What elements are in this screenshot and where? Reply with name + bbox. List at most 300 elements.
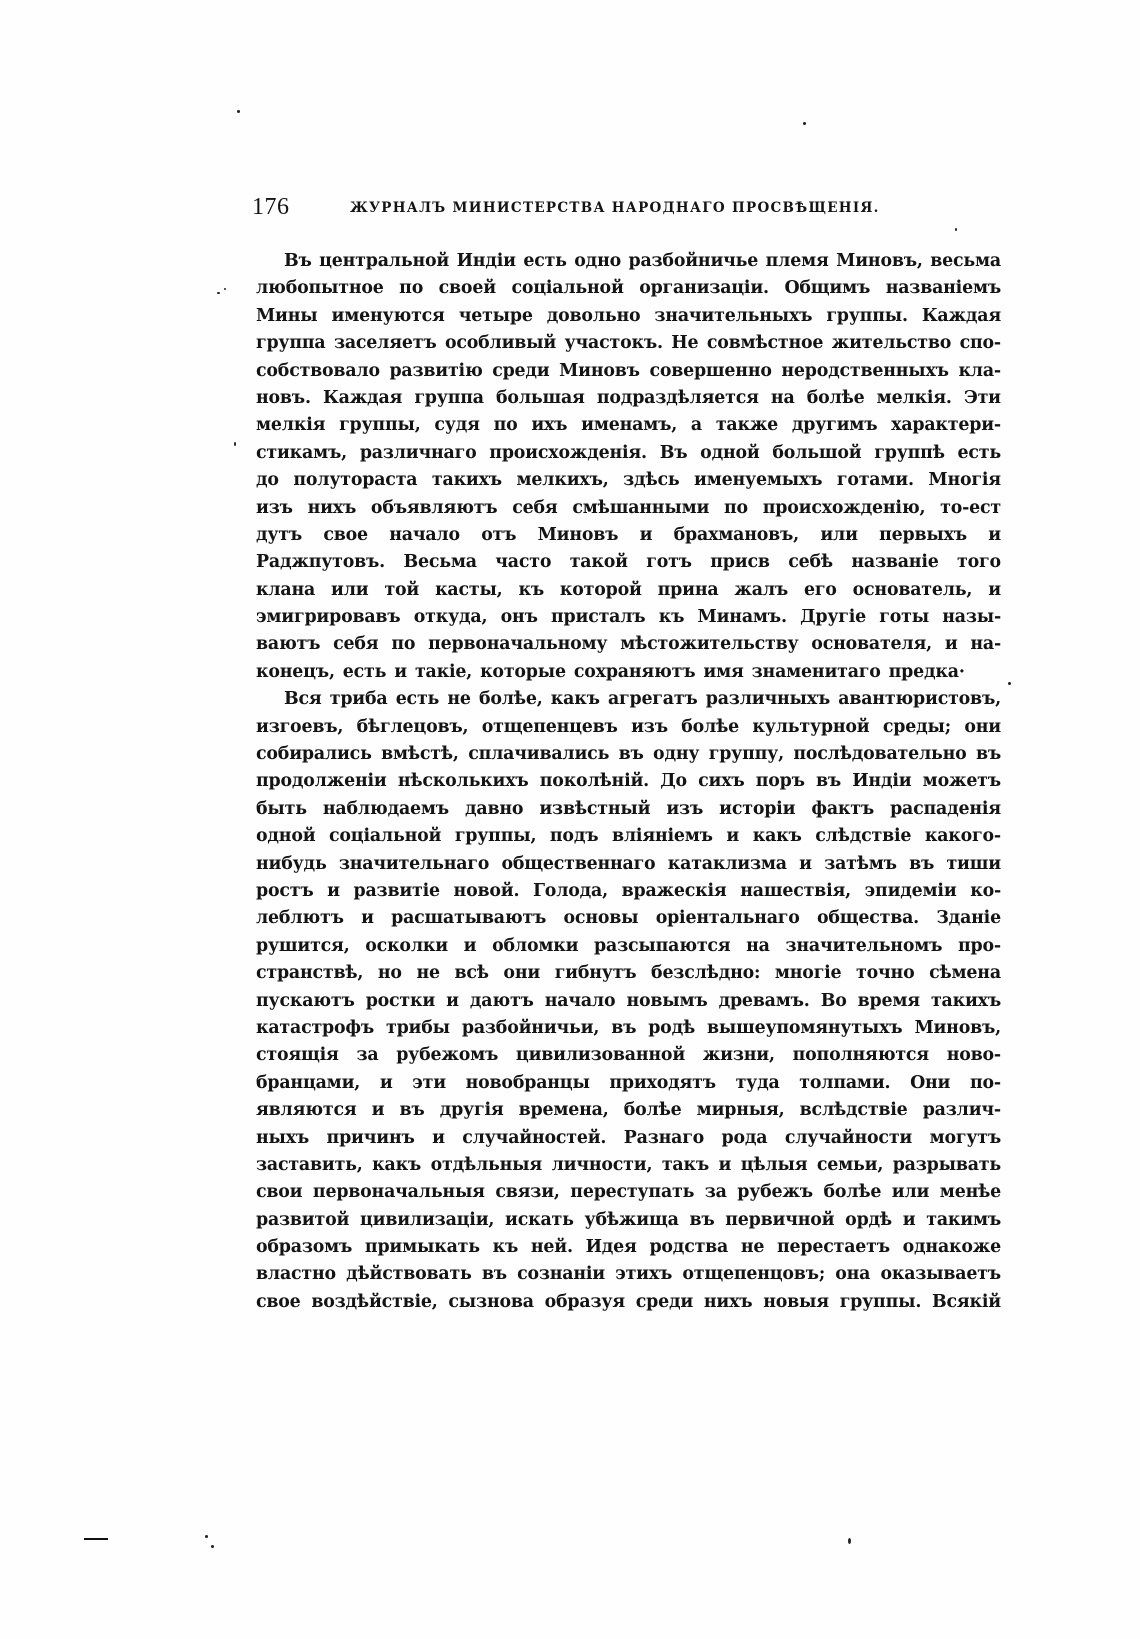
word: древамъ. — [718, 990, 810, 1011]
word: какъ — [752, 826, 802, 847]
word: среди — [635, 1291, 694, 1312]
word: Въ — [284, 251, 312, 271]
word: новой. — [453, 880, 520, 901]
word: и — [988, 579, 1001, 600]
text-line — [256, 741, 1001, 768]
word: Минамъ. — [697, 607, 787, 628]
word: въ — [815, 771, 841, 792]
word: нихъ — [703, 1291, 753, 1312]
word: жительство — [831, 333, 952, 354]
word: знаменитаго — [751, 661, 881, 682]
word: или — [820, 524, 858, 545]
text-line — [256, 686, 1001, 713]
word: продолженіи — [256, 771, 387, 792]
word: нибудь — [256, 853, 327, 874]
word: другимъ — [791, 415, 878, 436]
text-line — [256, 1234, 1001, 1261]
word: разбойничьи, — [461, 1017, 600, 1038]
word: такіе, — [414, 661, 473, 682]
word: нѣсколькихъ — [397, 771, 529, 792]
word: готами. — [836, 470, 914, 491]
scan-speck — [211, 1545, 214, 1548]
word: дутъ — [256, 524, 303, 545]
scan-speck — [803, 122, 806, 125]
word: Въ — [659, 442, 688, 463]
word: участокъ. — [564, 333, 663, 354]
word: являются — [256, 1100, 357, 1121]
word: изъ — [631, 716, 668, 737]
word: времена, — [518, 1100, 609, 1121]
word: отщепенцевъ — [481, 716, 618, 737]
word: въ — [618, 744, 644, 765]
text-line — [256, 440, 1001, 467]
word: всѣ — [454, 963, 489, 984]
word: Всякій — [931, 1291, 1001, 1312]
text-line — [256, 823, 1001, 850]
word: вслѣдствіе — [799, 1100, 908, 1121]
word: за — [704, 1182, 727, 1203]
word: въ — [689, 1209, 715, 1230]
running-head: ЖУРНАЛЪ МИНИСТЕРСТВА НАРОДНАГО ПРОСВѢЩЕНІЯ. — [350, 200, 880, 216]
word: даютъ — [469, 990, 534, 1011]
word: присв — [710, 552, 770, 573]
word: бѣглецовъ, — [356, 716, 469, 737]
word: заставить, — [256, 1154, 363, 1175]
word: авантюристовъ, — [838, 689, 1001, 710]
text-line — [256, 1152, 1001, 1179]
text-line — [256, 495, 1001, 522]
word: разбойничье — [628, 251, 759, 271]
word: новыя — [763, 1291, 829, 1312]
word: жизни, — [702, 1045, 775, 1066]
word: по — [493, 415, 518, 436]
word: къ — [492, 1237, 519, 1258]
word: стикамъ, — [256, 442, 347, 463]
word: на — [770, 387, 795, 408]
word: связи, — [495, 1182, 560, 1203]
word: четыре — [458, 305, 533, 326]
word: властно — [256, 1264, 336, 1285]
word: образуя — [544, 1291, 625, 1312]
text-line — [256, 631, 1001, 658]
word: развитію — [389, 360, 483, 381]
word: Голода, — [532, 880, 608, 901]
word: распаденія — [890, 798, 1001, 819]
word: поръ — [755, 771, 805, 792]
word: довольно — [546, 305, 641, 326]
word: убѣжища — [584, 1209, 679, 1230]
word: рубежомъ — [396, 1045, 499, 1066]
word: большая — [496, 387, 585, 408]
word: странствѣ, — [256, 963, 364, 984]
word: и — [432, 1127, 445, 1148]
word: ростъ — [256, 880, 314, 901]
word: сызнова — [448, 1291, 534, 1312]
word: Не — [671, 333, 699, 354]
scan-speck — [848, 1538, 851, 1544]
word: не — [740, 1237, 765, 1258]
word: многіе — [774, 963, 842, 984]
word: дѣйствовать — [346, 1264, 472, 1285]
word: именамъ, — [581, 415, 678, 436]
word: судя — [434, 415, 480, 436]
word: есть — [395, 689, 440, 710]
word: Весьма — [403, 552, 477, 573]
word: характери- — [891, 415, 1001, 436]
text-line — [256, 1070, 1001, 1097]
word: и — [726, 826, 740, 847]
text-line — [256, 1097, 1001, 1124]
word: есть — [342, 661, 387, 682]
word: туда — [735, 1072, 780, 1093]
word: совершенно — [649, 360, 772, 381]
word: и — [639, 524, 653, 545]
word: Общимъ — [784, 278, 871, 299]
word: болѣе — [623, 1100, 682, 1121]
word: разсыпаются — [594, 935, 731, 956]
word: Индіи — [852, 771, 912, 792]
word: триба — [329, 689, 388, 710]
word: сплачивались — [468, 744, 610, 765]
word: значительнаго — [338, 853, 490, 874]
word: фактъ — [811, 798, 874, 819]
scan-dash-mark — [84, 1538, 108, 1540]
word: гибнутъ — [554, 963, 637, 984]
text-line — [256, 796, 1001, 823]
word: и — [446, 990, 459, 1011]
word: Миновъ, — [836, 251, 923, 271]
scan-speck — [217, 292, 220, 294]
word: рубежъ — [737, 1182, 813, 1203]
page-number: 176 — [252, 194, 290, 220]
word: осколки — [365, 935, 448, 956]
word: которой — [559, 579, 642, 600]
word: сознаніи — [517, 1264, 605, 1285]
word: мѣстожительству — [620, 634, 799, 655]
word: какъ — [550, 689, 600, 710]
word: также — [715, 415, 779, 436]
word: Миновъ — [559, 360, 640, 381]
text-line — [256, 412, 1001, 439]
word: и — [463, 935, 477, 956]
word: толпами. — [799, 1072, 891, 1093]
word: той — [384, 579, 420, 600]
word: развитіе — [353, 880, 440, 901]
word: весьма — [930, 251, 1001, 271]
scan-speck — [205, 1535, 208, 1538]
word: и — [379, 1072, 393, 1093]
word: и — [988, 524, 1001, 545]
word: безслѣдно: — [651, 963, 761, 984]
word: сѣмена — [929, 963, 1001, 984]
word: полутораста — [293, 470, 418, 491]
word: перестаетъ — [777, 1237, 890, 1258]
word: давно — [465, 798, 524, 819]
word: бранцами, — [256, 1072, 361, 1093]
word: не — [416, 963, 440, 984]
word: причинъ — [326, 1127, 415, 1148]
word: ростки — [365, 990, 436, 1011]
word: личности, — [551, 1154, 653, 1175]
word: или — [331, 579, 369, 600]
word: болѣе, — [478, 689, 543, 710]
word: но — [377, 963, 402, 984]
word: такой — [569, 552, 628, 573]
word: брахмановъ, — [673, 524, 800, 545]
word: начало — [389, 524, 460, 545]
word: такихъ — [930, 990, 1001, 1011]
word: она — [835, 1264, 871, 1285]
word: время — [857, 990, 920, 1011]
word: мирныя, — [696, 1100, 785, 1121]
word: группа — [414, 387, 484, 408]
text-line — [256, 577, 1001, 604]
word: Вся — [284, 689, 322, 710]
word: группѣ — [874, 442, 945, 463]
word: по — [391, 634, 416, 655]
word: собствовало — [256, 360, 380, 381]
word: племя — [765, 251, 829, 271]
scan-speck — [224, 288, 226, 290]
word: этихъ — [615, 1264, 673, 1285]
word: готъ — [646, 552, 692, 573]
text-line — [256, 1015, 1001, 1042]
text-line — [256, 1289, 1001, 1316]
word: собирались — [256, 744, 372, 765]
word: менѣе — [939, 1182, 1001, 1203]
word: свое — [256, 1291, 301, 1312]
word: значительныхъ — [654, 305, 813, 326]
word: происхожденія. — [489, 442, 647, 463]
word: группу, — [708, 744, 784, 765]
word: различ- — [922, 1100, 1001, 1121]
word: новъ. — [256, 387, 311, 408]
word: Каждая — [921, 305, 1001, 326]
word: Идея — [585, 1237, 637, 1258]
word: большой — [772, 442, 862, 463]
word: прина — [657, 579, 719, 600]
word: жалъ — [734, 579, 789, 600]
word: новымъ — [626, 990, 708, 1011]
word: другія — [439, 1100, 504, 1121]
word: стоящія — [256, 1045, 339, 1066]
word: то-ест — [940, 497, 1001, 518]
word: различнаго — [359, 442, 477, 463]
scan-speck — [1008, 682, 1011, 685]
word: ко- — [970, 880, 1001, 901]
word: нихъ — [307, 497, 357, 518]
word: неродственныхъ — [781, 360, 949, 381]
text-line — [256, 330, 1001, 357]
word: одну — [653, 744, 700, 765]
word: послѣдовательно — [793, 744, 967, 765]
word: про- — [958, 935, 1001, 956]
word: мелкія. — [876, 387, 952, 408]
word: такъ — [661, 1154, 709, 1175]
text-line — [256, 275, 1001, 302]
word: такихъ — [431, 470, 502, 491]
word: одной — [256, 826, 316, 847]
word: родства — [649, 1237, 729, 1258]
word: эти — [412, 1072, 446, 1093]
word: откуда, — [413, 607, 488, 628]
text-line — [256, 988, 1001, 1015]
word: до — [256, 470, 279, 491]
word: совмѣстное — [706, 333, 824, 354]
word: группа — [256, 333, 326, 354]
text-line — [256, 1261, 1001, 1288]
word: въ — [975, 744, 1001, 765]
word: леблютъ — [256, 908, 344, 929]
word: могутъ — [929, 1127, 1001, 1148]
text-line — [256, 878, 1001, 905]
text-line — [256, 1207, 1001, 1234]
word: Миновъ — [537, 524, 619, 545]
word: соціальной — [329, 826, 442, 847]
word: случайностей. — [462, 1127, 607, 1148]
word: основы — [563, 908, 639, 929]
word: одно — [574, 251, 621, 271]
scan-speck — [955, 228, 957, 231]
word: его — [803, 579, 837, 600]
word: затѣмъ — [824, 853, 897, 874]
text-line — [256, 768, 1001, 795]
word: и — [944, 634, 958, 655]
word: точно — [856, 963, 915, 984]
word: на- — [970, 634, 1001, 655]
text-line — [256, 604, 1001, 631]
word: сихъ — [698, 771, 745, 792]
word: отдѣльныя — [430, 1154, 543, 1175]
word: именуются — [331, 305, 445, 326]
word: касты, — [435, 579, 503, 600]
word: которые — [480, 661, 566, 682]
word: группы, — [339, 415, 421, 436]
word: изъ — [256, 497, 293, 518]
word: любопытное — [256, 278, 384, 299]
word: развитой — [256, 1209, 350, 1230]
word: первоначальному — [428, 634, 608, 655]
word: вмѣстѣ, — [381, 744, 459, 765]
word: основатель, — [852, 579, 973, 600]
word: случайности — [784, 1127, 913, 1148]
word: готы — [879, 607, 929, 628]
word: пускаютъ — [256, 990, 355, 1011]
word: часто — [495, 552, 552, 573]
word: ордѣ — [845, 1209, 892, 1230]
text-line — [256, 549, 1001, 576]
word: смѣшанными — [572, 497, 710, 518]
word: Зданіе — [936, 908, 1001, 929]
word: организаціи. — [639, 278, 769, 299]
word: Мины — [256, 305, 318, 326]
text-line — [256, 960, 1001, 987]
word: и — [327, 880, 340, 901]
body-text — [256, 248, 1001, 1316]
word: названіе — [851, 552, 939, 573]
word: мелкія — [256, 415, 326, 436]
word: по — [723, 497, 748, 518]
word: конецъ, — [256, 661, 335, 682]
word: Другіе — [800, 607, 866, 628]
word: извѣстный — [539, 798, 651, 819]
word: ново- — [946, 1045, 1001, 1066]
word: расшатываютъ — [391, 908, 547, 929]
text-line — [256, 933, 1001, 960]
word: они — [964, 716, 1001, 737]
word: культурной — [752, 716, 870, 737]
word: эпидеміи — [864, 880, 957, 901]
text-line — [256, 659, 1001, 686]
word: себя — [512, 497, 558, 518]
word: однакоже — [902, 1237, 1001, 1258]
word: катастрофъ — [256, 1017, 375, 1038]
word: цѣлыя — [740, 1154, 808, 1175]
word: группы, — [454, 826, 537, 847]
word: катаклизма — [667, 853, 787, 874]
word: Индіи — [456, 251, 516, 271]
word: свои — [256, 1182, 303, 1203]
word: основателя, — [811, 634, 932, 655]
word: цивилизаціи, — [359, 1209, 495, 1230]
word: переступать — [570, 1182, 695, 1203]
word: подраздѣляется — [596, 387, 759, 408]
word: болѣе — [806, 387, 865, 408]
word: первыхъ — [879, 524, 967, 545]
word: по — [399, 278, 424, 299]
text-line — [256, 385, 1001, 412]
word: начало — [544, 990, 616, 1011]
word: сохраняютъ — [573, 661, 696, 682]
word: оказываетъ — [880, 1264, 1001, 1285]
word: воздѣйствіе, — [311, 1291, 438, 1312]
word: именуемыхъ — [694, 470, 823, 491]
word: наблюдаемъ — [322, 798, 449, 819]
word: можетъ — [922, 771, 1001, 792]
word: и — [361, 908, 374, 929]
word: нашествія, — [740, 880, 851, 901]
word: онъ — [500, 607, 538, 628]
word: цивилизованной — [515, 1045, 686, 1066]
word: отъ — [481, 524, 517, 545]
word: клана — [256, 579, 316, 600]
word: предка· — [888, 661, 965, 682]
text-line — [256, 714, 1001, 741]
word: группы. — [839, 1291, 922, 1312]
word: въ — [909, 853, 935, 874]
word: Эти — [963, 387, 1001, 408]
text-line — [256, 522, 1001, 549]
text-line — [256, 1179, 1001, 1206]
word: кла- — [958, 360, 1001, 381]
word: особливый — [444, 333, 557, 354]
word: центральной — [319, 251, 450, 271]
word: быть — [256, 798, 307, 819]
word: а — [690, 415, 702, 436]
word: Во — [820, 990, 847, 1011]
word: за — [356, 1045, 379, 1066]
word: значительномъ — [785, 935, 943, 956]
word: въ — [481, 1264, 507, 1285]
word: среди — [492, 360, 550, 381]
word: исторіи — [719, 798, 796, 819]
word: искать — [505, 1209, 574, 1230]
word: ныхъ — [256, 1127, 310, 1148]
word: обломки — [492, 935, 579, 956]
word: вражескія — [621, 880, 727, 901]
word: ваютъ — [256, 634, 321, 655]
word: отщепенцовъ; — [682, 1264, 826, 1285]
